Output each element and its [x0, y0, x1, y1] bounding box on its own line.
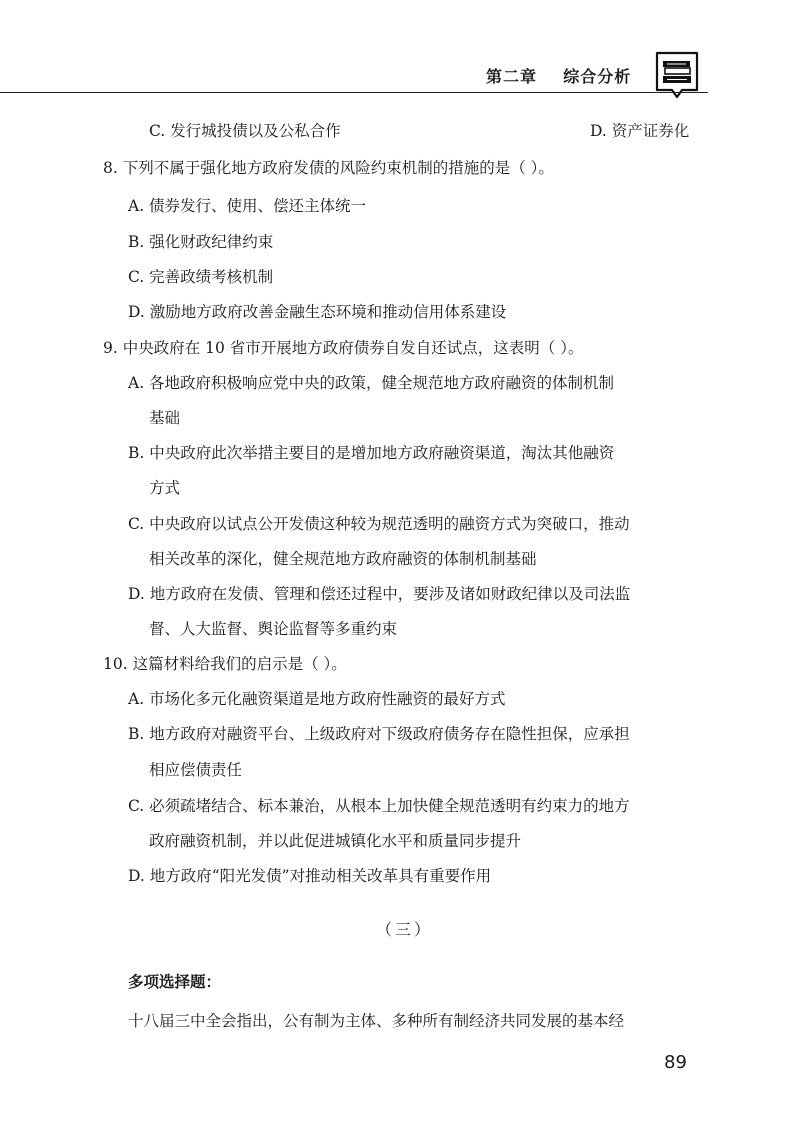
option-9b-cont: 方式	[149, 479, 181, 497]
option-10a: A. 市场化多元化融资渠道是地方政府性融资的最好方式	[128, 690, 506, 708]
option-10c: C. 必须疏堵结合、标本兼治，从根本上加快健全规范透明有约束力的地方	[128, 797, 630, 815]
option-9a-cont: 基础	[149, 409, 181, 427]
option-8b: B. 强化财政纪律约束	[128, 233, 274, 251]
option-8d: D. 激励地方政府改善金融生态环境和推动信用体系建设	[128, 303, 507, 321]
chapter-header	[486, 64, 631, 87]
option-9d: D. 地方政府在发债、管理和偿还过程中，要涉及诸如财政纪律以及司法监	[128, 585, 631, 603]
option-10c-cont: 政府融资机制，并以此促进城镇化水平和质量同步提升	[149, 832, 522, 850]
section-heading: 多项选择题：	[128, 973, 222, 991]
header-rule	[0, 92, 708, 93]
option-7c: C. 发行城投债以及公私合作	[149, 122, 341, 140]
section-mark: （三）	[376, 920, 434, 939]
option-9c-cont: 相关改革的深化，健全规范地方政府融资的体制机制基础	[149, 550, 537, 568]
chapter-title: 综合分析	[563, 67, 632, 86]
option-9b: B. 中央政府此次举措主要目的是增加地方政府融资渠道，淘汰其他融资	[128, 444, 615, 462]
option-10d: D. 地方政府“阳光发债”对推动相关改革具有重要作用	[128, 867, 492, 885]
option-8c: C. 完善政绩考核机制	[128, 268, 274, 286]
chapter-number: 第二章	[486, 67, 538, 86]
option-7d: D. 资产证券化	[590, 122, 690, 140]
question-8: 8. 下列不属于强化地方政府发债的风险约束机制的措施的是（ ）。	[103, 159, 554, 177]
option-10b-cont: 相应偿债责任	[149, 761, 243, 779]
page-number: 89	[664, 1052, 687, 1073]
option-9c: C. 中央政府以试点公开发债这种较为规范透明的融资方式为突破口，推动	[128, 515, 630, 533]
option-9d-cont: 督、人大监督、舆论监督等多重约束	[149, 620, 398, 638]
option-10b: B. 地方政府对融资平台、上级政府对下级政府债务存在隐性担保，应承担	[128, 725, 630, 743]
question-9: 9. 中央政府在 10 省市开展地方政府债券自发自还试点，这表明（ ）。	[103, 339, 584, 357]
section-intro: 十八届三中全会指出，公有制为主体、多种所有制经济共同发展的基本经	[128, 1012, 625, 1030]
question-10: 10. 这篇材料给我们的启示是（ ）。	[103, 655, 347, 673]
option-8a: A. 债券发行、使用、偿还主体统一	[128, 197, 367, 215]
option-9a: A. 各地政府积极响应党中央的政策，健全规范地方政府融资的体制机制	[128, 374, 615, 392]
option-7c-row	[149, 120, 690, 142]
